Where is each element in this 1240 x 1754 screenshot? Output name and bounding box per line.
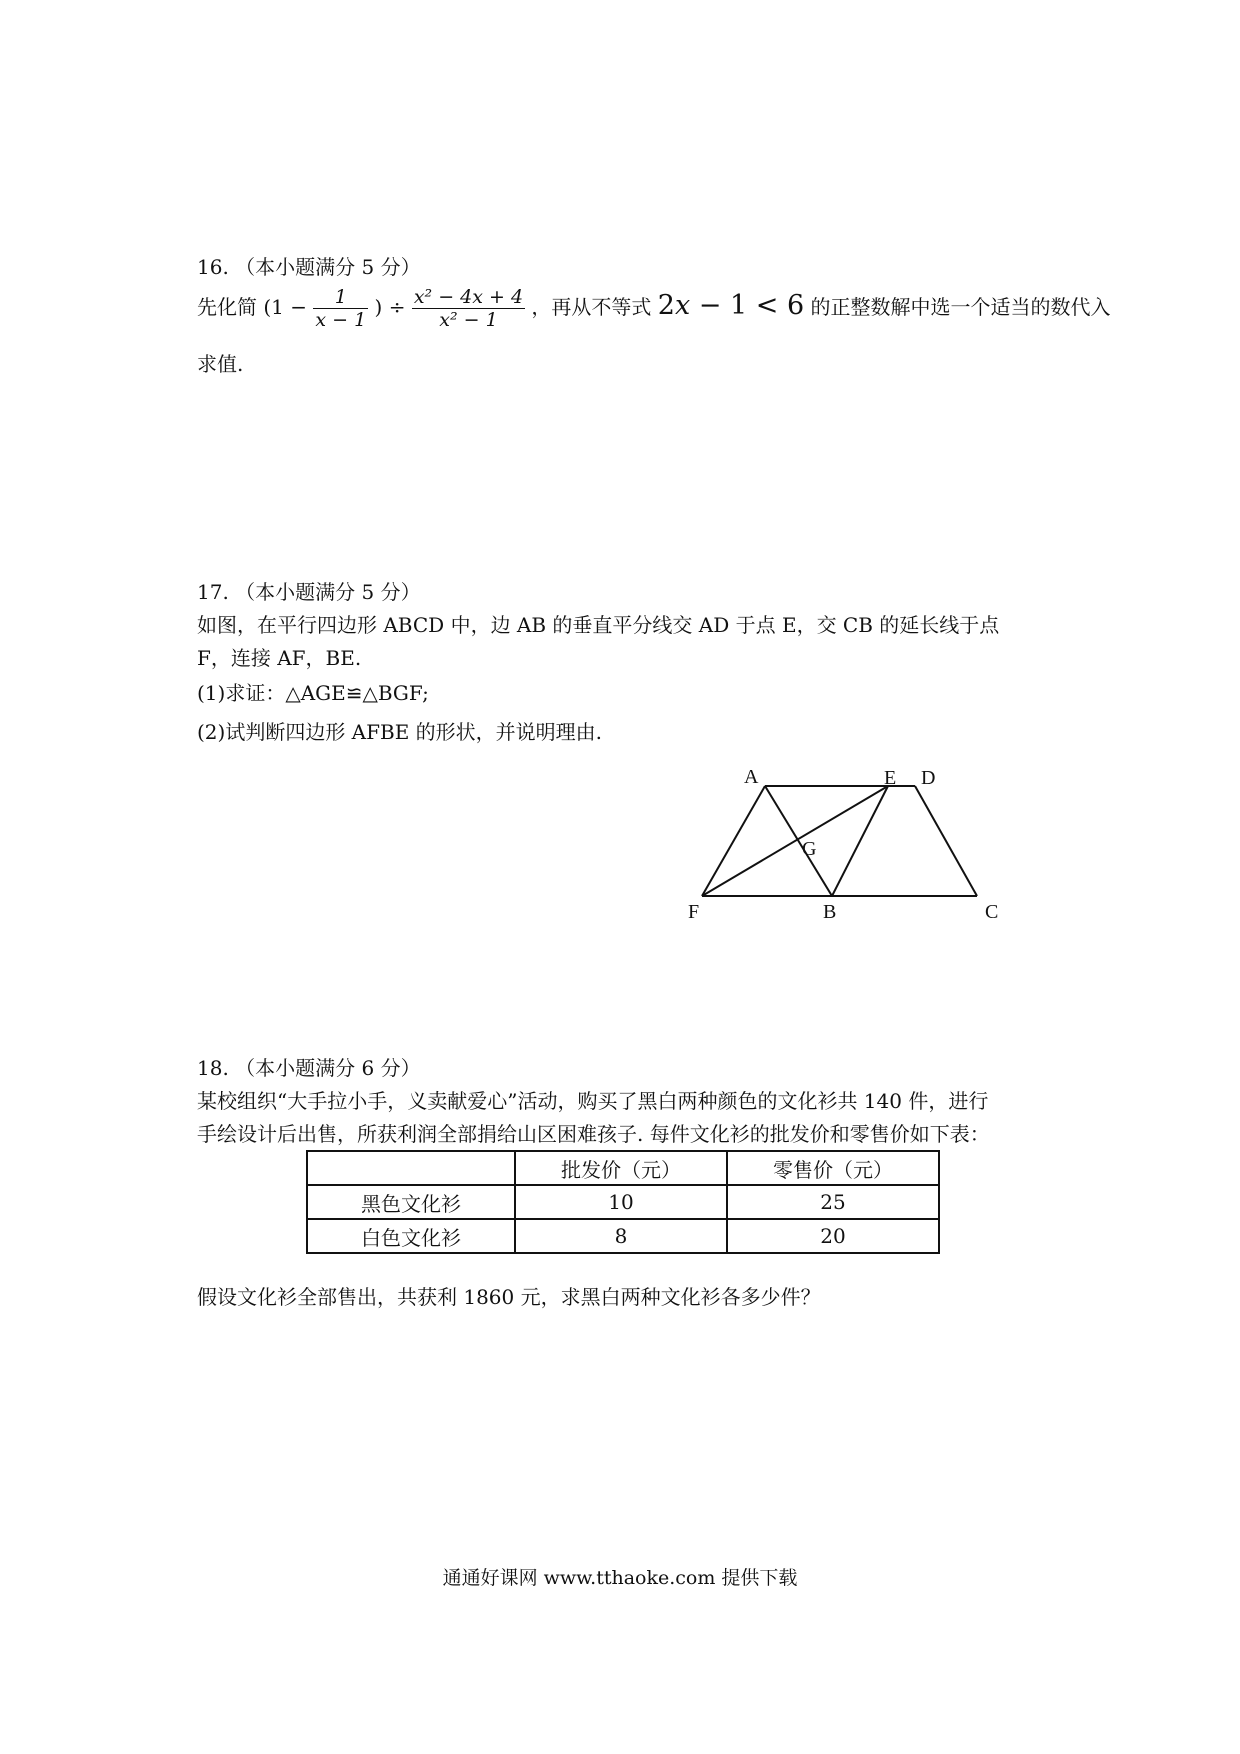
q16-frac1-numerator: 1: [313, 286, 368, 309]
label-d: D: [921, 767, 936, 789]
q17-part1: (1)求证：△AGE≌△BGF;: [197, 681, 429, 705]
q17-line2: F，连接 AF，BE.: [197, 646, 362, 670]
q18-question: 假设文化衫全部售出，共获利 1860 元，求黑白两种文化衫各多少件？: [197, 1285, 821, 1309]
table-cell: 黑色文化衫: [307, 1185, 515, 1219]
q16-text-a: 先化简: [197, 295, 257, 319]
q16-expr-open: (1 −: [263, 295, 308, 319]
q16-ineq-var: x: [674, 290, 691, 321]
q16-frac1-denominator: x − 1: [315, 309, 367, 331]
label-f: F: [688, 901, 700, 923]
price-table: [306, 1150, 940, 1254]
label-g: G: [802, 838, 817, 860]
q16-fraction-1: [313, 286, 368, 331]
segment-af: [702, 786, 765, 896]
q16-inequality: [658, 290, 804, 321]
q16-line2: 求值.: [197, 352, 244, 376]
parallelogram-figure: [680, 765, 1020, 925]
q16-frac2-denominator: x² − 1: [439, 309, 498, 331]
table-cell: 10: [515, 1185, 727, 1219]
segment-ab: [765, 786, 832, 896]
label-a: A: [744, 766, 759, 788]
q16-ineq-rest: − 1 < 6: [690, 290, 805, 321]
q16-fraction-2: [412, 286, 525, 331]
table-header-row: [307, 1151, 939, 1185]
table-cell: 20: [727, 1219, 939, 1253]
q18-header: 18. （本小题满分 6 分）: [197, 1056, 421, 1080]
q16-text-b: ，再从不等式: [531, 295, 652, 319]
segment-dc: [915, 786, 977, 896]
table-row: [307, 1219, 939, 1253]
label-b: B: [823, 901, 837, 923]
q17-part2: (2)试判断四边形 AFBE 的形状，并说明理由.: [197, 720, 603, 744]
table-cell: 白色文化衫: [307, 1219, 515, 1253]
label-e: E: [884, 767, 897, 789]
q16-frac2-numerator: x² − 4x + 4: [413, 286, 524, 308]
q16-line1: [197, 286, 1111, 331]
table-row: [307, 1185, 939, 1219]
table-header-cell: [307, 1151, 515, 1185]
table-cell: 8: [515, 1219, 727, 1253]
page-footer: 通通好课网 www.tthaoke.com 提供下载: [442, 1567, 798, 1589]
q16-text-c: 的正整数解中选一个适当的数代入: [810, 295, 1111, 319]
q17-line1: 如图，在平行四边形 ABCD 中，边 AB 的垂直平分线交 AD 于点 E，交 CB 的延长线于点: [197, 613, 1000, 637]
q16-expr-close: ) ÷: [374, 295, 406, 319]
table-cell: 25: [727, 1185, 939, 1219]
q16-ineq-prefix: 2: [657, 290, 675, 321]
q18-line1: 某校组织“大手拉小手，义卖献爱心”活动，购买了黑白两种颜色的文化衫共 140 件，进行: [197, 1089, 989, 1113]
q18-line2: 手绘设计后出售，所获利润全部捐给山区困难孩子. 每件文化衫的批发价和零售价如下表：: [197, 1122, 990, 1146]
q16-header: 16. （本小题满分 5 分）: [197, 255, 421, 279]
table-header-cell: 批发价（元）: [515, 1151, 727, 1185]
table-header-cell: 零售价（元）: [727, 1151, 939, 1185]
label-c: C: [985, 901, 999, 923]
q17-header: 17. （本小题满分 5 分）: [197, 580, 421, 604]
